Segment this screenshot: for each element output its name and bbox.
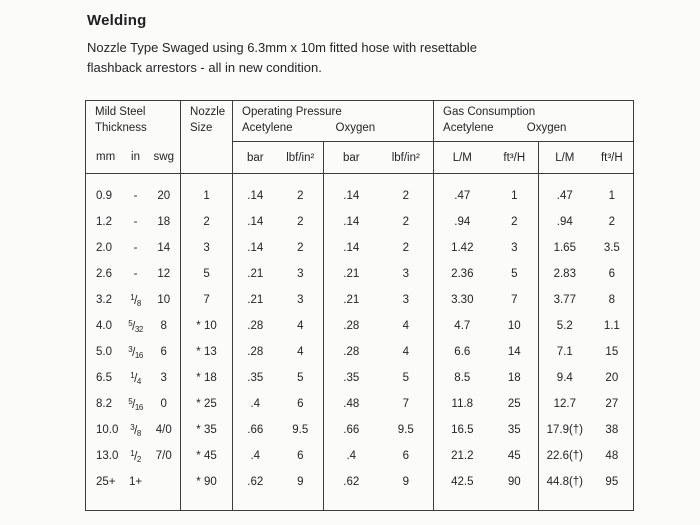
table-units-row: [86, 142, 634, 174]
cell-nozzle-size: * 18: [181, 365, 233, 391]
cell-op-oxygen-lbf: 2: [379, 209, 434, 235]
gas-consumption-title: Gas Consumption: [443, 106, 536, 118]
cell-gc-oxygen-fth: 1.1: [603, 320, 620, 332]
table-row: [86, 443, 634, 469]
unit-op-acetylene-bar: bar: [233, 142, 278, 174]
cell-op-acetylene-bar: .14: [247, 216, 264, 228]
cell-swg: [148, 469, 181, 495]
spacer-cell: [324, 495, 379, 511]
cell-mm: 0.9: [96, 190, 112, 202]
cell-mm: 8.2: [96, 398, 112, 410]
table-row: [86, 313, 634, 339]
spacer-cell: [278, 495, 324, 511]
cell-in: [124, 287, 148, 313]
cell-in: [124, 443, 148, 469]
table-row: [86, 365, 634, 391]
cell-swg: 3: [148, 365, 181, 391]
cell-op-acetylene-lbf: 3: [278, 261, 324, 287]
cell-op-acetylene-lbf: 4: [278, 313, 324, 339]
cell-gc-oxygen-fth: 2: [608, 216, 616, 228]
cell-mm: 2.6: [96, 268, 112, 280]
table-row: [86, 261, 634, 287]
cell-gc-acetylene-fth: 10: [491, 313, 539, 339]
cell-nozzle-size: * 13: [181, 339, 233, 365]
table-row: [86, 235, 634, 261]
cell-gc-acetylene-fth: 45: [491, 443, 539, 469]
cell-op-acetylene-lbf: 2: [278, 174, 324, 210]
header-nozzle-size: [181, 101, 233, 142]
cell-op-oxygen-bar: .62: [343, 476, 360, 488]
cell-op-oxygen-bar: .14: [343, 242, 360, 254]
spacer-cell: [379, 495, 434, 511]
cell-op-oxygen-lbf: 4: [379, 313, 434, 339]
cell-gc-acetylene-lm: 21.2: [451, 450, 474, 462]
cell-gc-oxygen-fth: 6: [608, 268, 616, 280]
unit-in: in: [124, 142, 148, 174]
cell-op-acetylene-bar: .4: [250, 398, 261, 410]
cell-gc-oxygen-lm: 5.2: [556, 320, 573, 332]
cell-op-oxygen-lbf: 9: [379, 469, 434, 495]
cell-op-oxygen-lbf: 5: [379, 365, 434, 391]
cell-swg: 10: [148, 287, 181, 313]
spacer-cell: [86, 495, 124, 511]
cell-op-oxygen-bar: .28: [343, 320, 360, 332]
spacer-cell: [434, 495, 491, 511]
table-row: [86, 469, 634, 495]
cell-op-acetylene-bar: .62: [247, 476, 264, 488]
cell-in: [124, 365, 148, 391]
cell-op-oxygen-bar: .21: [343, 268, 360, 280]
header-operating-pressure: [233, 101, 434, 142]
table-row: [86, 287, 634, 313]
cell-op-acetylene-lbf: 6: [278, 391, 324, 417]
cell-gc-oxygen-fth: 1: [608, 190, 616, 202]
cell-op-oxygen-bar: .28: [343, 346, 360, 358]
cell-gc-acetylene-fth: 3: [491, 235, 539, 261]
cell-gc-oxygen-lm: .94: [556, 216, 573, 228]
cell-op-acetylene-lbf: 2: [278, 209, 324, 235]
cell-gc-oxygen-lm: .47: [556, 190, 573, 202]
cell-mm: 6.5: [96, 372, 112, 384]
cell-op-acetylene-bar: .66: [247, 424, 264, 436]
cell-gc-oxygen-lm: 2.83: [553, 268, 576, 280]
spacer-cell: [591, 495, 634, 511]
cell-mm: 5.0: [96, 346, 112, 358]
cell-op-oxygen-lbf: 7: [379, 391, 434, 417]
cell-gc-acetylene-lm: 16.5: [451, 424, 474, 436]
cell-gc-oxygen-fth: 15: [605, 346, 619, 358]
cell-gc-oxygen-fth: 8: [608, 294, 616, 306]
spacer-cell: [491, 495, 539, 511]
cell-op-acetylene-bar: .4: [250, 450, 261, 462]
cell-mm: 1.2: [96, 216, 112, 228]
cell-gc-oxygen-lm: 9.4: [556, 372, 573, 384]
cell-op-acetylene-lbf: 5: [278, 365, 324, 391]
spacer-cell: [233, 495, 278, 511]
header-gas-consumption: [434, 101, 634, 142]
cell-gc-oxygen-lm: 1.65: [553, 242, 576, 254]
cell-op-acetylene-bar: .21: [247, 294, 264, 306]
cell-in: [124, 417, 148, 443]
cell-in: -: [133, 268, 138, 280]
cell-swg: 8: [148, 313, 181, 339]
cell-in: [124, 391, 148, 417]
op-oxygen-label: Oxygen: [335, 121, 376, 134]
cell-op-oxygen-lbf: 3: [379, 261, 434, 287]
cell-op-oxygen-bar: .35: [343, 372, 360, 384]
cell-nozzle-size: * 25: [181, 391, 233, 417]
cell-in: -: [133, 242, 138, 254]
cell-op-acetylene-bar: .35: [247, 372, 264, 384]
cell-gc-oxygen-fth: 3.5: [603, 242, 620, 254]
cell-op-acetylene-bar: .28: [247, 346, 264, 358]
cell-in: -: [133, 216, 138, 228]
cell-gc-acetylene-fth: 90: [491, 469, 539, 495]
cell-op-oxygen-lbf: 6: [379, 443, 434, 469]
cell-in: [124, 313, 148, 339]
cell-in: -: [133, 190, 138, 202]
cell-op-oxygen-bar: .21: [343, 294, 360, 306]
cell-op-oxygen-bar: .4: [346, 450, 357, 462]
cell-gc-oxygen-fth: 48: [605, 450, 619, 462]
spacer-cell: [124, 495, 148, 511]
cell-nozzle-size: * 90: [181, 469, 233, 495]
table-bottom-spacer: [86, 495, 634, 511]
cell-nozzle-size: * 35: [181, 417, 233, 443]
cell-gc-oxygen-fth: 27: [605, 398, 619, 410]
header-nozzle-line2: Size: [190, 121, 213, 134]
cell-gc-oxygen-lm: 44.8(†): [546, 476, 584, 488]
fraction-value: $^1/_4$: [130, 370, 141, 386]
table-row: [86, 417, 634, 443]
cell-swg: 6: [148, 339, 181, 365]
cell-gc-acetylene-lm: 1.42: [451, 242, 474, 254]
op-acetylene-label: Acetylene: [242, 121, 293, 134]
cell-op-acetylene-lbf: 6: [278, 443, 324, 469]
header-mild-steel-thickness: [86, 101, 181, 142]
fraction-value: $^5/_{16}$: [128, 396, 143, 412]
fraction-value: $^3/_{16}$: [128, 344, 143, 360]
unit-gc-acetylene-lm: L/M: [434, 142, 491, 174]
cell-gc-acetylene-lm: 2.36: [451, 268, 474, 280]
cell-op-acetylene-lbf: 2: [278, 235, 324, 261]
cell-swg: 0: [148, 391, 181, 417]
table-row: [86, 174, 634, 210]
cell-op-oxygen-lbf: 9.5: [379, 417, 434, 443]
gc-oxygen-label: Oxygen: [526, 121, 567, 134]
table-group-header-row: [86, 101, 634, 142]
cell-op-acetylene-lbf: 9: [278, 469, 324, 495]
cell-op-acetylene-lbf: 3: [278, 287, 324, 313]
header-nozzle-line1: Nozzle: [190, 106, 226, 118]
cell-op-oxygen-bar: .66: [343, 424, 360, 436]
cell-mm: 25+: [96, 476, 116, 488]
cell-gc-oxygen-fth: 38: [605, 424, 619, 436]
cell-gc-acetylene-lm: 42.5: [451, 476, 474, 488]
spacer-cell: [539, 495, 591, 511]
spacer-cell: [148, 495, 181, 511]
fraction-value: $^1/_8$: [130, 292, 141, 308]
cell-op-oxygen-lbf: 2: [379, 235, 434, 261]
cell-gc-oxygen-lm: 17.9(†): [546, 424, 584, 436]
welding-data-table: [85, 100, 634, 511]
table-body: [86, 174, 634, 511]
cell-swg: 4/0: [148, 417, 181, 443]
cell-gc-acetylene-lm: .47: [454, 190, 471, 202]
table-row: [86, 339, 634, 365]
cell-gc-acetylene-lm: 4.7: [454, 320, 471, 332]
fraction-value: $^1/_2$: [130, 448, 141, 464]
cell-gc-acetylene-fth: 18: [491, 365, 539, 391]
cell-nozzle-size: 3: [181, 235, 233, 261]
page-title: Welding: [87, 12, 147, 29]
cell-op-acetylene-bar: .14: [247, 190, 264, 202]
fraction-value: $^3/_8$: [130, 422, 141, 438]
cell-op-oxygen-lbf: 2: [379, 174, 434, 210]
gc-acetylene-label: Acetylene: [443, 121, 494, 134]
cell-gc-acetylene-lm: 3.30: [451, 294, 474, 306]
unit-gc-oxygen-fth: ft³/H: [591, 142, 634, 174]
cell-in: 1+: [128, 476, 143, 488]
cell-gc-acetylene-fth: 5: [491, 261, 539, 287]
cell-in: [124, 339, 148, 365]
cell-gc-acetylene-fth: 25: [491, 391, 539, 417]
cell-op-oxygen-bar: .14: [343, 216, 360, 228]
cell-mm: 4.0: [96, 320, 112, 332]
header-thickness-line1: Mild Steel: [95, 106, 146, 118]
cell-op-oxygen-bar: .48: [343, 398, 360, 410]
cell-gc-oxygen-lm: 3.77: [553, 294, 576, 306]
unit-gc-acetylene-fth: ft³/H: [491, 142, 539, 174]
cell-op-acetylene-bar: .14: [247, 242, 264, 254]
cell-gc-acetylene-lm: 8.5: [454, 372, 471, 384]
cell-nozzle-size: * 45: [181, 443, 233, 469]
cell-gc-acetylene-fth: 35: [491, 417, 539, 443]
cell-gc-acetylene-lm: 6.6: [454, 346, 471, 358]
unit-gc-oxygen-lm: L/M: [539, 142, 591, 174]
operating-pressure-title: Operating Pressure: [242, 106, 342, 118]
subtitle-line-1: Nozzle Type Swaged using 6.3mm x 10m fitted hose with resettable: [87, 40, 477, 55]
cell-gc-oxygen-fth: 20: [605, 372, 619, 384]
cell-gc-oxygen-lm: 22.6(†): [546, 450, 584, 462]
cell-mm: 2.0: [96, 242, 112, 254]
cell-swg: 18: [148, 209, 181, 235]
table-row: [86, 209, 634, 235]
cell-gc-oxygen-lm: 12.7: [553, 398, 576, 410]
cell-mm: 10.0: [96, 424, 119, 436]
cell-gc-acetylene-lm: .94: [454, 216, 471, 228]
cell-op-oxygen-lbf: 4: [379, 339, 434, 365]
cell-nozzle-size: * 10: [181, 313, 233, 339]
table-row: [86, 391, 634, 417]
unit-op-oxygen-lbf: lbf/in²: [379, 142, 434, 174]
cell-mm: 13.0: [96, 450, 119, 462]
spacer-cell: [181, 495, 233, 511]
cell-swg: 14: [148, 235, 181, 261]
cell-nozzle-size: 1: [181, 174, 233, 210]
cell-gc-oxygen-lm: 7.1: [556, 346, 573, 358]
unit-nozzle-blank: [181, 142, 233, 174]
cell-op-oxygen-bar: .14: [343, 190, 360, 202]
cell-gc-acetylene-fth: 2: [491, 209, 539, 235]
subtitle-line-2: flashback arrestors - all in new condition.: [87, 59, 322, 75]
cell-swg: 12: [148, 261, 181, 287]
cell-op-acetylene-lbf: 9.5: [278, 417, 324, 443]
cell-swg: 7/0: [148, 443, 181, 469]
cell-nozzle-size: 2: [181, 209, 233, 235]
cell-swg: 20: [148, 174, 181, 210]
cell-nozzle-size: 5: [181, 261, 233, 287]
unit-op-oxygen-bar: bar: [324, 142, 379, 174]
cell-gc-acetylene-fth: 14: [491, 339, 539, 365]
unit-mm: mm: [86, 142, 124, 174]
cell-op-acetylene-lbf: 4: [278, 339, 324, 365]
cell-mm: 3.2: [96, 294, 112, 306]
page-subtitle: [87, 38, 607, 77]
cell-gc-oxygen-fth: 95: [605, 476, 619, 488]
unit-swg: swg: [148, 142, 181, 174]
cell-nozzle-size: 7: [181, 287, 233, 313]
cell-op-acetylene-bar: .28: [247, 320, 264, 332]
cell-op-oxygen-lbf: 3: [379, 287, 434, 313]
fraction-value: $^5/_{32}$: [128, 318, 143, 334]
cell-gc-acetylene-fth: 7: [491, 287, 539, 313]
cell-op-acetylene-bar: .21: [247, 268, 264, 280]
unit-op-acetylene-lbf: lbf/in²: [278, 142, 324, 174]
cell-gc-acetylene-lm: 11.8: [451, 398, 474, 410]
cell-gc-acetylene-fth: 1: [491, 174, 539, 210]
header-thickness-line2: Thickness: [95, 121, 147, 134]
